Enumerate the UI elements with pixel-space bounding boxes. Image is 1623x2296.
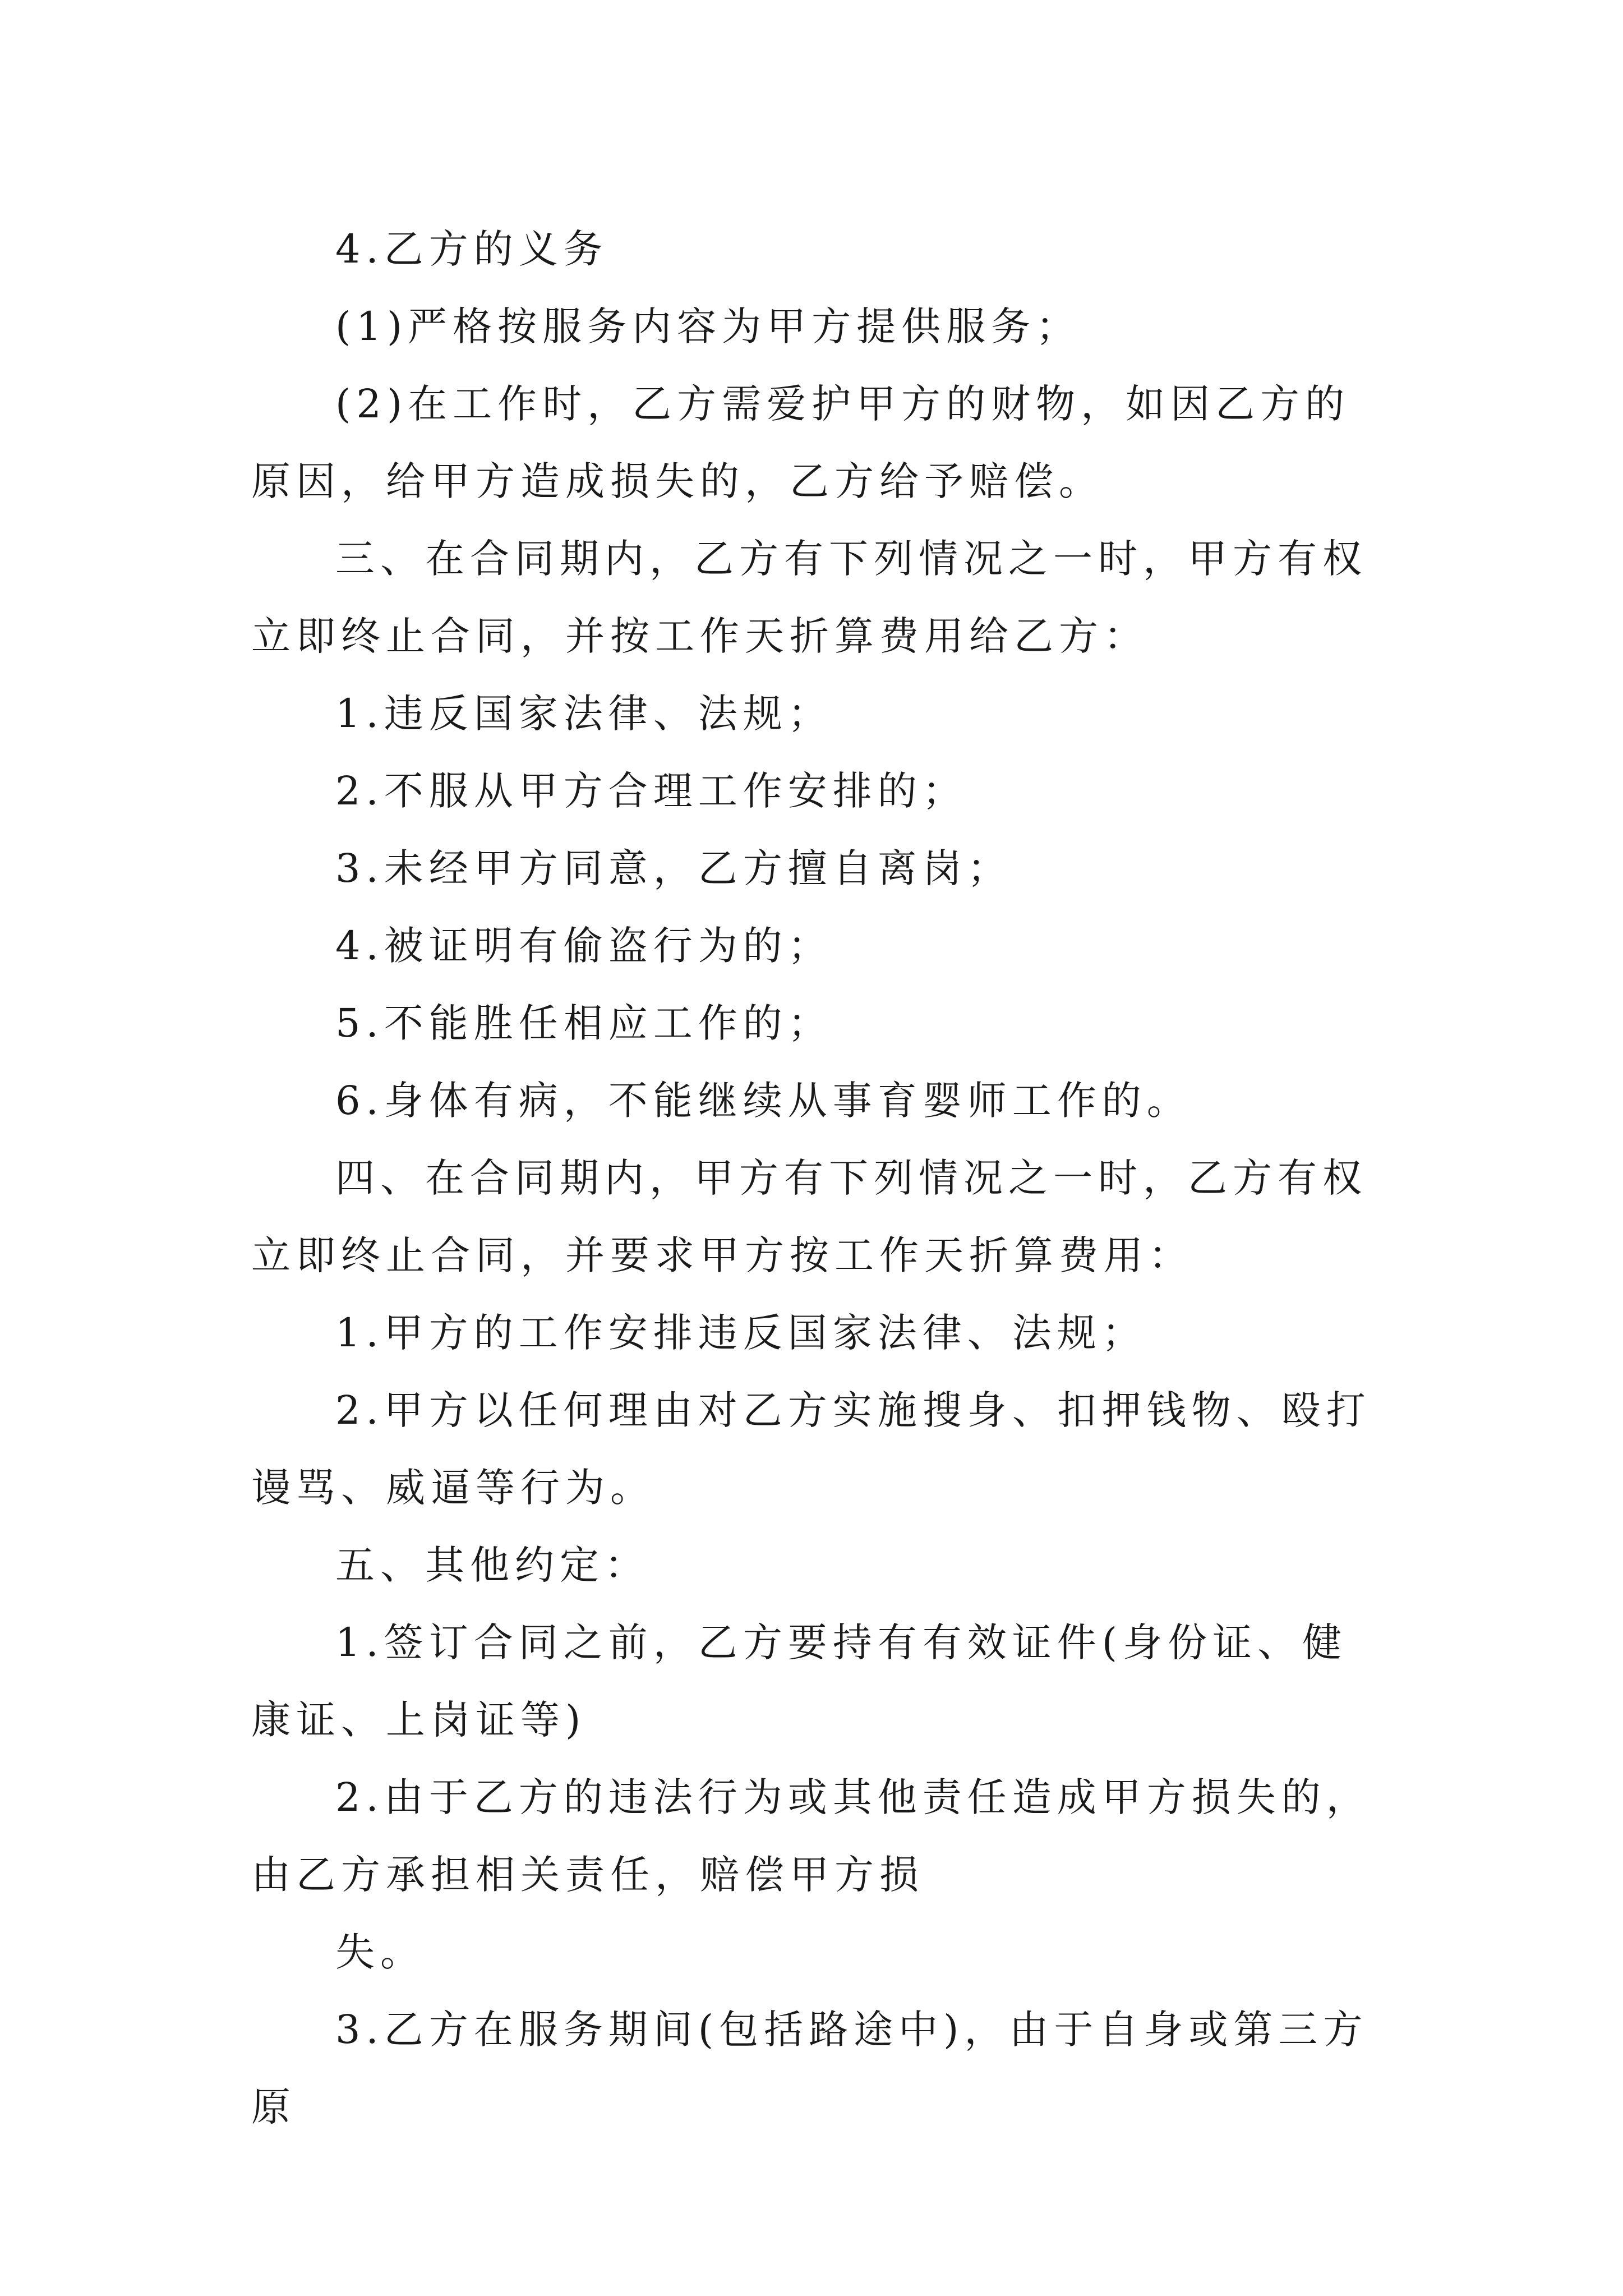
paragraph-section-5-heading: 五、其他约定：: [335, 1542, 649, 1588]
paragraph-list-item-1: 1.违反国家法律、法规；: [335, 691, 833, 737]
paragraph-section-5-item-3: 3.乙方在服务期间(包括路途中)，由于自身或第三方原: [251, 2007, 1368, 2130]
paragraph-section-3: 三、在合同期内，乙方有下列情况之一时，甲方有权立即终止合同，并按工作天折算费用给乙方：: [251, 536, 1367, 659]
paragraph-item-2: (2)在工作时，乙方需爱护甲方的财物，如因乙方的原因，给甲方造成损失的，乙方给予赔偿。: [251, 381, 1350, 504]
paragraph-list-item-4: 4.被证明有偷盗行为的；: [335, 923, 833, 969]
paragraph-section-4-item-2: 2.甲方以任何理由对乙方实施搜身、扣押钱物、殴打谩骂、威逼等行为。: [251, 1387, 1371, 1511]
paragraph-section-4-heading: 4.乙方的义务: [335, 226, 608, 272]
paragraph-section-4: 四、在合同期内，甲方有下列情况之一时，乙方有权立即终止合同，并要求甲方按工作天折算费用：: [251, 1155, 1367, 1278]
paragraph-list-item-6: 6.身体有病，不能继续从事育婴师工作的。: [335, 1078, 1192, 1124]
paragraph-section-4-item-1: 1.甲方的工作安排违反国家法律、法规；: [335, 1310, 1147, 1356]
paragraph-section-5-item-1: 1.签订合同之前，乙方要持有有效证件(身份证、健康证、上岗证等): [251, 1619, 1348, 1743]
paragraph-list-item-5: 5.不能胜任相应工作的；: [335, 1000, 833, 1046]
paragraph-section-5-item-2-continued: 失。: [335, 1929, 425, 1975]
paragraph-section-5-item-2: 2.由于乙方的违法行为或其他责任造成甲方损失的，由乙方承担相关责任，赔偿甲方损: [251, 1774, 1371, 1898]
paragraph-list-item-3: 3.未经甲方同意，乙方擅自离岗；: [335, 845, 1012, 891]
paragraph-list-item-2: 2.不服从甲方合理工作安排的；: [335, 768, 967, 814]
paragraph-item-1: (1)严格按服务内容为甲方提供服务；: [335, 303, 1081, 349]
document-body: [251, 210, 1378, 2146]
